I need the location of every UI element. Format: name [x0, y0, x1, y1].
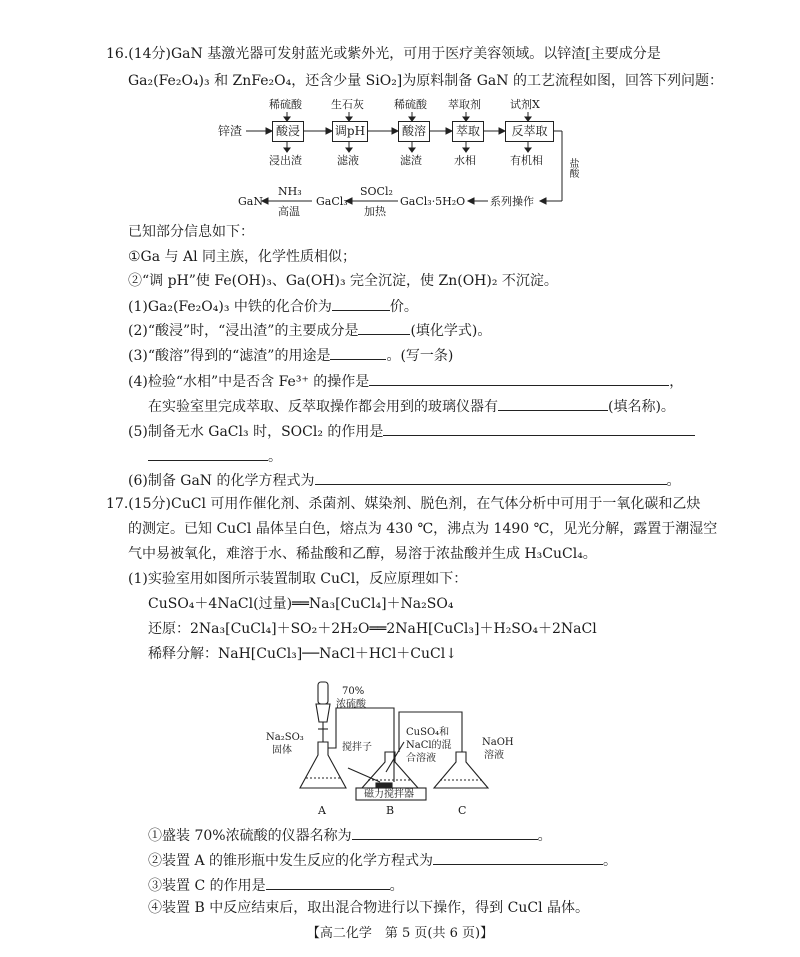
flow-reagent-4: 萃取剂	[448, 98, 481, 111]
q16-part1-suffix: 价。	[389, 299, 418, 315]
label-magnetic-stirrer: 磁力搅拌器	[364, 789, 414, 800]
flow-product: GaN	[238, 195, 263, 208]
label-solid: 固体	[272, 745, 292, 756]
label-stir-bar: 搅拌子	[342, 742, 372, 753]
label-na2so3: Na₂SO₃	[266, 732, 304, 743]
answer-blank[interactable]	[352, 824, 538, 840]
q17-intro-line2: 的测定。已知 CuCl 晶体呈白色，熔点为 430 ℃，沸点为 1490 ℃，见光分解，露置于潮湿空	[128, 521, 718, 537]
flow-socl2: SOCl₂	[360, 185, 393, 198]
answer-blank[interactable]	[266, 874, 390, 890]
flow-nh3: NH₃	[278, 185, 302, 198]
q17-equation-2: 还原：2Na₃[CuCl₄]＋SO₂＋2H₂O══2NaH[CuCl₃]＋H₂SO₄＋2NaCl	[148, 621, 597, 637]
q16-part3-text: (3)“酸溶”得到的“滤渣”的用途是	[128, 348, 331, 364]
q16-part4-suffix: (填名称)。	[608, 399, 675, 415]
label-conc-sulfuric-acid: 浓硫酸	[336, 699, 366, 710]
known-info-2: ②“调 pH”使 Fe(OH)₃、Ga(OH)₃ 完全沉淀，使 Zn(OH)₂ 不沉淀。	[128, 273, 558, 289]
q16-part2-text: (2)“酸浸”时，“浸出渣”的主要成分是	[128, 323, 359, 339]
q17-sub2-text: ②装置 A 的锥形瓶中发生反应的化学方程式为	[148, 853, 434, 869]
flow-high-temp: 高温	[278, 205, 300, 218]
flow-output-5: 有机相	[510, 154, 543, 167]
q17-sub2-suffix: 。	[603, 853, 618, 869]
q17-intro-line1: 17.(15分)CuCl 可用作催化剂、杀菌剂、媒染剂、脱色剂，在气体分析中可用于一氧化碳和乙炔	[106, 496, 701, 512]
q16-part4-text2: 在实验室里完成萃取、反萃取操作都会用到的玻璃仪器有	[148, 399, 498, 415]
label-mixture-2: NaCl的混	[406, 740, 452, 751]
label-apparatus-b: B	[386, 804, 395, 817]
label-naoh-solution: 溶液	[484, 750, 504, 761]
q17-intro-line3: 气中易被氧化，难溶于水、稀盐酸和乙醇，易溶于浓盐酸并生成 H₃CuCl₄。	[128, 546, 597, 562]
flow-output-2: 滤液	[337, 154, 359, 167]
q16-part2-suffix: (填化学式)。	[410, 323, 492, 339]
q16-part4-comma: ，	[669, 374, 684, 390]
flow-hydrate: GaCl₃·5H₂O	[400, 195, 466, 208]
flow-reagent-1: 稀硫酸	[269, 98, 302, 111]
q17-sub1	[148, 824, 552, 846]
q17-sub2	[148, 849, 617, 871]
q16-part3-suffix: 。(写一条)	[386, 348, 454, 364]
flow-reagent-2: 生石灰	[331, 98, 364, 111]
q16-intro-line1: 16.(14分)GaN 基激光器可发射蓝光或紫外光，可用于医疗美容领域。以锌渣[主要成分是	[106, 46, 661, 62]
flow-step-adjust-ph: 调pH	[332, 121, 368, 142]
flow-step-extract: 萃取	[452, 121, 484, 142]
label-mixture-3: 合溶液	[406, 753, 436, 764]
flow-step-acid-dissolve: 酸溶	[398, 121, 430, 142]
q17-sub3-text: ③装置 C 的作用是	[148, 878, 266, 894]
label-mixture-1: CuSO₄和	[406, 727, 450, 738]
flow-series-operation: 系列操作	[490, 195, 534, 208]
q16-part1-text: (1)Ga₂(Fe₂O₄)₃ 中铁的化合价为	[128, 299, 332, 315]
flow-reagent-5: 试剂X	[510, 98, 540, 111]
q17-equation-1: CuSO₄＋4NaCl(过量)══Na₃[CuCl₄]＋Na₂SO₄	[148, 596, 454, 612]
q16-part6-text: (6)制备 GaN 的化学方程式为	[128, 473, 315, 489]
flow-step-acid-leach: 酸浸	[272, 121, 304, 142]
page-footer: 【高二化学 第 5 页(共 6 页)】	[306, 926, 494, 941]
q17-sub4: ④装置 B 中反应结束后，取出混合物进行以下操作，得到 CuCl 晶体。	[148, 900, 590, 916]
q17-sub3	[148, 874, 404, 896]
label-apparatus-c: C	[458, 804, 467, 817]
q17-equation-3: 稀释分解：NaH[CuCl₃]──NaCl＋HCl＋CuCl↓	[148, 646, 457, 662]
q16-intro-line2: Ga₂(Fe₂O₄)₃ 和 ZnFe₂O₄，还含少量 SiO₂]为原料制备 GaN 的工艺流程如图，回答下列问题：	[128, 73, 723, 89]
q17-part1: (1)实验室用如图所示装置制取 CuCl，反应原理如下：	[128, 571, 468, 587]
label-naoh: NaOH	[482, 737, 514, 748]
known-info-1: ①Ga 与 Al 同主族，化学性质相似；	[128, 249, 357, 265]
q16-part5-suffix: 。	[268, 449, 282, 465]
answer-blank[interactable]	[433, 849, 603, 865]
flow-side-reagent: 盐酸	[567, 158, 578, 178]
q17-sub1-text: ①盛装 70%浓硫酸的仪器名称为	[148, 828, 352, 844]
q17-sub3-suffix: 。	[389, 878, 404, 894]
flow-output-1: 浸出渣	[269, 154, 302, 167]
flow-heat: 加热	[364, 205, 386, 218]
known-info-title: 已知部分信息如下：	[128, 224, 254, 240]
flow-reagent-3: 稀硫酸	[394, 98, 427, 111]
label-apparatus-a: A	[318, 804, 326, 817]
q17-sub1-suffix: 。	[537, 828, 552, 844]
label-acid-percent: 70%	[342, 686, 365, 697]
flow-start: 锌渣	[218, 124, 243, 138]
q16-part4-text: (4)检验“水相”中是否含 Fe³⁺ 的操作是	[128, 374, 370, 390]
flow-output-4: 水相	[454, 154, 476, 167]
q16-part5-text: (5)制备无水 GaCl₃ 时，SOCl₂ 的作用是	[128, 424, 384, 440]
flow-output-3: 滤渣	[400, 154, 422, 167]
q16-part6-suffix: 。	[666, 473, 681, 489]
flow-step-back-extract: 反萃取	[505, 121, 554, 142]
flow-gacl3: GaCl₃	[316, 195, 348, 208]
